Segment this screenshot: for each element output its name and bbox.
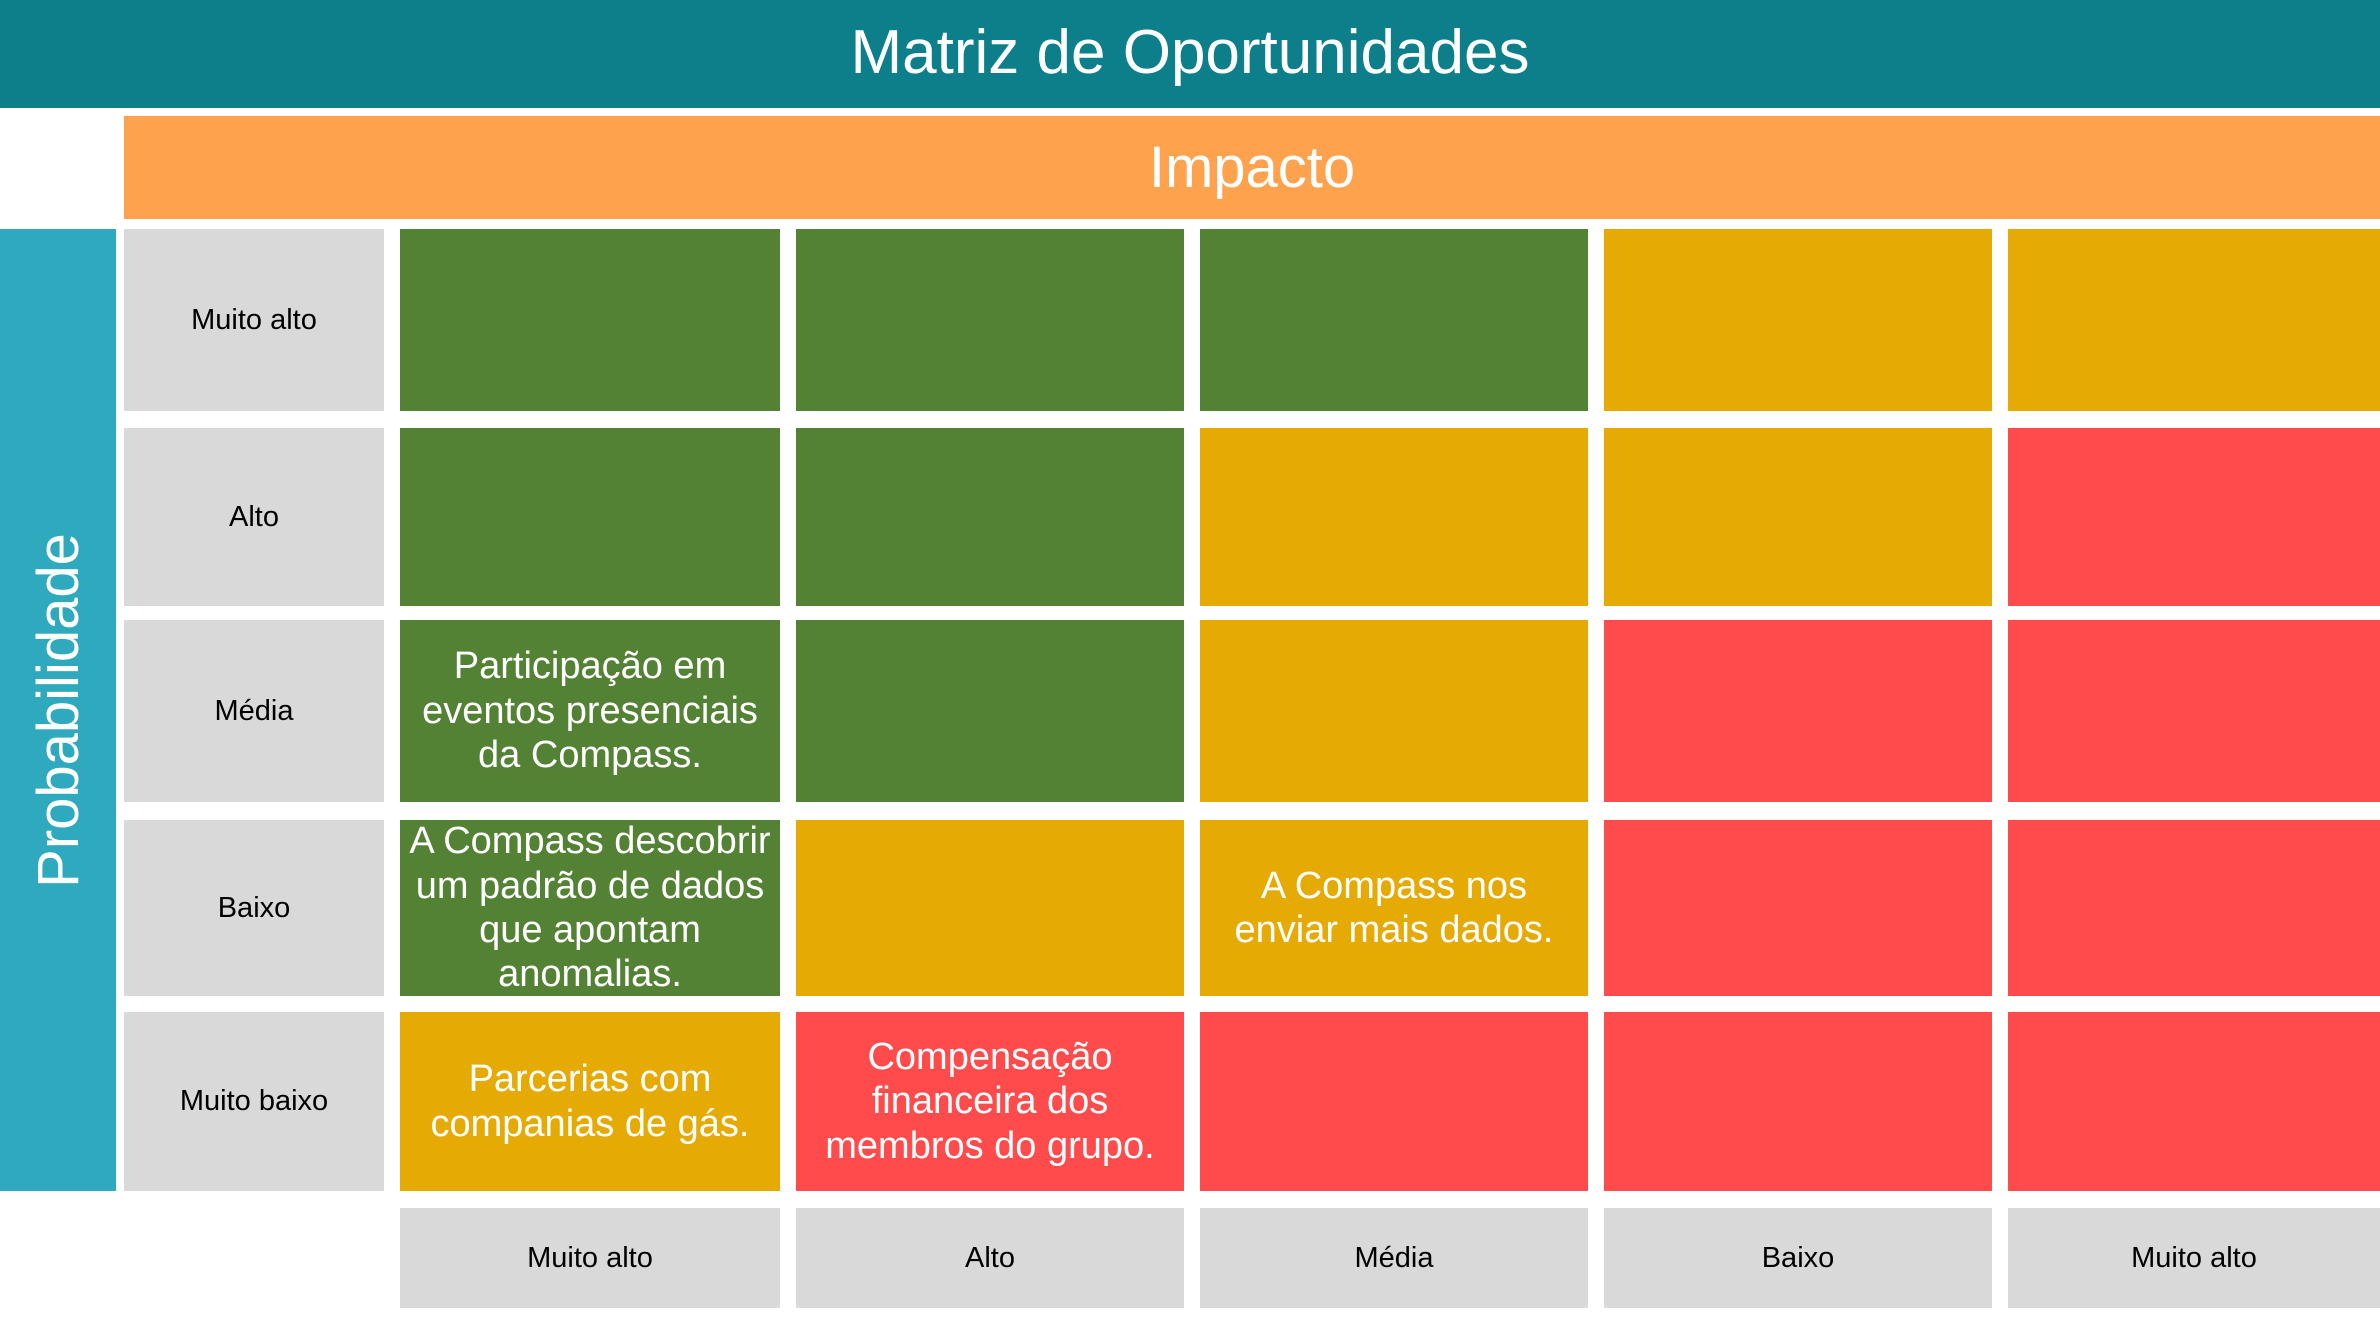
matrix-cell (2008, 229, 2380, 411)
opportunity-text: Parcerias com companias de gás. (430, 1058, 750, 1145)
matrix-cell (1604, 820, 1992, 996)
matrix-cell (400, 820, 780, 996)
opportunity-text: Participação em eventos presenciais da Compass. (422, 645, 758, 777)
impact-column-label: Alto (796, 1208, 1184, 1308)
matrix-cell (1604, 620, 1992, 802)
probability-axis-header (0, 229, 116, 1191)
probability-row-label: Muito alto (124, 229, 384, 411)
matrix-cell (796, 428, 1184, 606)
matrix-cell (1604, 1012, 1992, 1191)
probability-row-label: Baixo (124, 820, 384, 996)
opportunity-text: A Compass descobrir um padrão de dados que apontam anomalias. (409, 820, 771, 996)
matrix-cell (400, 620, 780, 802)
opportunity-text: Compensação financeira dos membros do grupo. (825, 1035, 1155, 1167)
matrix-cell (1200, 820, 1588, 996)
probability-row-label: Muito baixo (124, 1012, 384, 1191)
probability-label: Probabilidade (25, 532, 91, 888)
matrix-cell (1604, 428, 1992, 606)
impact-axis-header: Impacto (124, 116, 2380, 219)
matrix-cell (2008, 1012, 2380, 1191)
matrix-cell (1200, 620, 1588, 802)
matrix-cell (400, 428, 780, 606)
probability-row-label: Média (124, 620, 384, 802)
matrix-cell (796, 1012, 1184, 1191)
matrix-cell (796, 620, 1184, 802)
page-title: Matriz de Oportunidades (0, 0, 2380, 108)
matrix-cell (2008, 620, 2380, 802)
impact-column-label: Muito alto (2008, 1208, 2380, 1308)
matrix-cell (1200, 229, 1588, 411)
probability-row-label: Alto (124, 428, 384, 606)
matrix-cell (1200, 1012, 1588, 1191)
matrix-cell (1200, 428, 1588, 606)
matrix-cell (1604, 229, 1992, 411)
matrix-cell (796, 229, 1184, 411)
opportunity-text: A Compass nos enviar mais dados. (1234, 864, 1554, 951)
matrix-cell (400, 1012, 780, 1191)
matrix-cell (796, 820, 1184, 996)
matrix-cell (2008, 820, 2380, 996)
matrix-cell (400, 229, 780, 411)
impact-column-label: Média (1200, 1208, 1588, 1308)
impact-column-label: Muito alto (400, 1208, 780, 1308)
impact-column-label: Baixo (1604, 1208, 1992, 1308)
matrix-cell (2008, 428, 2380, 606)
